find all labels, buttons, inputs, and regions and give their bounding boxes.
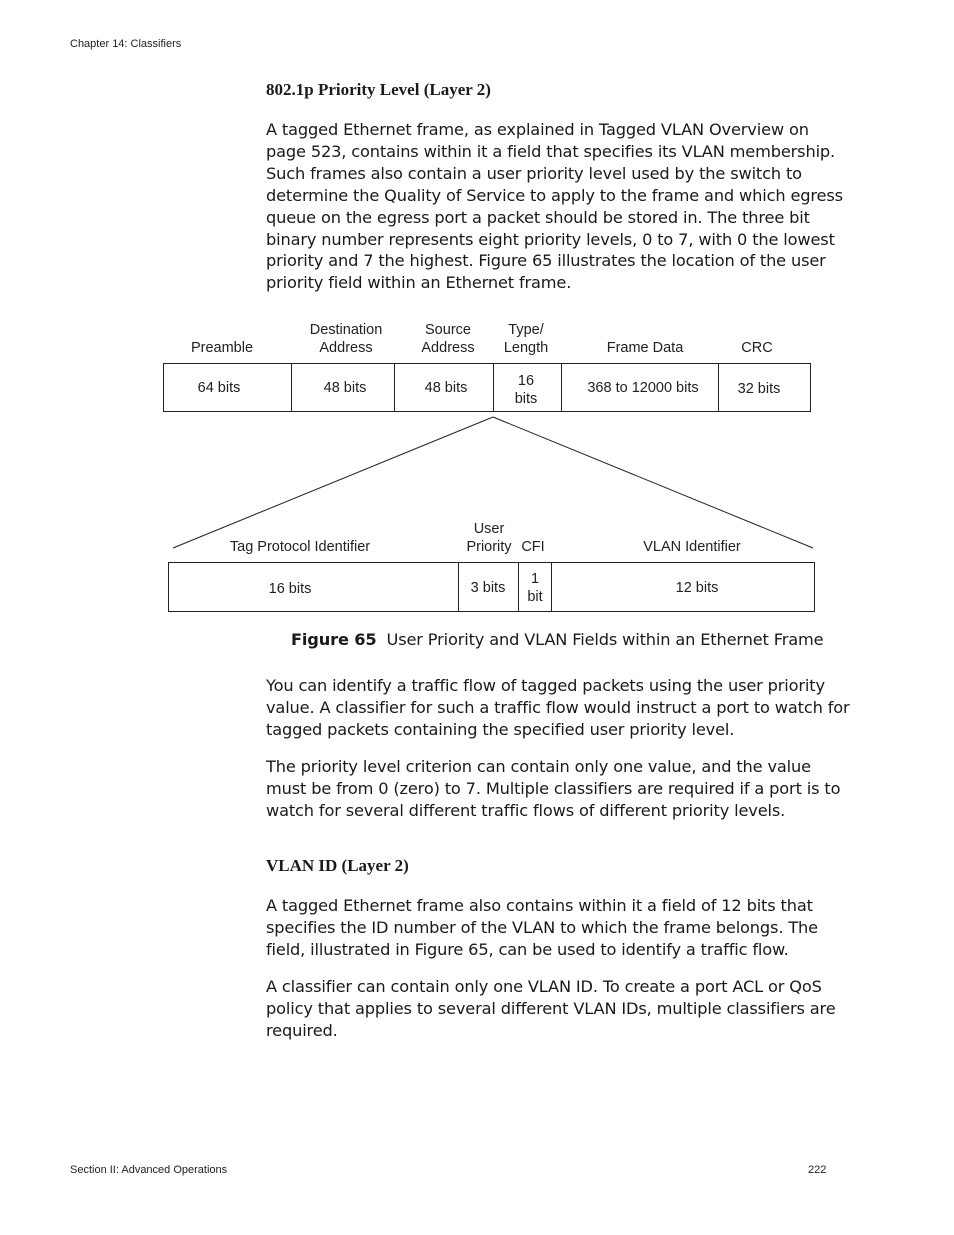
text-line: watch for several different traffic flows of different priority levels.	[266, 800, 786, 820]
cell-user-priority-bits: 3 bits	[470, 580, 506, 596]
text-line: tagged packets containing the specified user priority level.	[266, 719, 735, 739]
cell-source-bits: 48 bits	[424, 380, 468, 396]
header-type: Type/	[508, 322, 544, 338]
text-line: A classifier can contain only one VLAN ID. To create a port ACL or QoS	[266, 977, 822, 996]
text-line: A tagged Ethernet frame, as explained in Tagged VLAN Overview on	[266, 120, 809, 139]
cell-type-bits-unit: bits	[514, 391, 538, 407]
header-source-address: Address	[421, 340, 475, 356]
text-line: must be from 0 (zero) to 7. Multiple classifiers are required if a port is to	[266, 778, 841, 798]
section-heading-priority: 802.1p Priority Level (Layer 2)	[266, 80, 491, 99]
text-line: The priority level criterion can contain only one value, and the value	[266, 757, 811, 776]
figure-label: Figure 65	[291, 630, 377, 649]
header-tpid: Tag Protocol Identifier	[229, 539, 371, 555]
cell-cfi-bits-number: 1	[530, 571, 540, 587]
paragraph-vlan-classifier	[266, 976, 836, 1042]
running-footer-section: Section II: Advanced Operations	[70, 1164, 228, 1176]
text-line: priority field within an Ethernet frame.	[266, 273, 572, 293]
text-line: policy that applies to several different VLAN IDs, multiple classifiers are	[266, 998, 836, 1018]
cell-preamble-bits: 64 bits	[197, 380, 241, 396]
cell-type-bits-number: 16	[517, 373, 535, 389]
cell-cfi-bits-unit: bit	[527, 589, 543, 605]
text-line: priority and 7 the highest. Figure 65 illustrates the location of the user	[266, 251, 826, 271]
expansion-line-left	[173, 417, 493, 548]
header-cfi: CFI	[521, 539, 545, 555]
frame-box	[164, 364, 811, 412]
header-priority: Priority	[466, 539, 512, 555]
header-frame-data: Frame Data	[606, 340, 684, 356]
text-line: field, illustrated in Figure 65, can be used to identify a traffic flow.	[266, 939, 789, 959]
header-source: Source	[425, 322, 471, 338]
text-line: value. A classifier for such a traffic flow would instruct a port to watch for	[266, 697, 850, 717]
cell-tpid-bits: 16 bits	[268, 581, 312, 597]
page-number: 222	[808, 1164, 827, 1176]
header-user: User	[473, 521, 505, 537]
header-destination: Destination	[309, 322, 383, 338]
text-line: page 523, contains within it a field that specifies its VLAN membership.	[266, 141, 836, 161]
text-line: required.	[266, 1020, 338, 1040]
text-line: You can identify a traffic flow of tagged packets using the user priority	[266, 676, 825, 695]
header-vlan-identifier: VLAN Identifier	[643, 539, 741, 555]
cell-destination-bits: 48 bits	[323, 380, 367, 396]
figure-title: User Priority and VLAN Fields within an Ethernet Frame	[386, 630, 824, 649]
figure-caption	[291, 630, 823, 649]
text-line: queue on the egress port a packet should be stored in. The three bit	[266, 207, 810, 227]
text-line: A tagged Ethernet frame also contains within it a field of 12 bits that	[266, 896, 813, 915]
text-line: Such frames also contain a user priority level used by the switch to	[266, 163, 802, 183]
cell-vlan-bits: 12 bits	[675, 580, 719, 596]
text-line: specifies the ID number of the VLAN to which the frame belongs. The	[266, 917, 818, 937]
cell-crc-bits: 32 bits	[737, 381, 781, 397]
running-header: Chapter 14: Classifiers	[70, 38, 182, 50]
header-preamble: Preamble	[190, 340, 254, 356]
paragraph-identify-flow	[266, 675, 850, 741]
paragraph-priority-criterion	[266, 756, 841, 822]
expansion-line-right	[493, 417, 813, 548]
text-line: binary number represents eight priority levels, 0 to 7, with 0 the lowest	[266, 229, 835, 249]
text-line: determine the Quality of Service to apply to the frame and which egress	[266, 185, 843, 205]
cell-frame-data-bits: 368 to 12000 bits	[587, 380, 699, 396]
header-crc: CRC	[741, 340, 773, 356]
header-destination-address: Address	[319, 340, 373, 356]
header-length: Length	[503, 340, 549, 356]
paragraph-vlan-field	[266, 895, 831, 961]
section-heading-vlan-id: VLAN ID (Layer 2)	[266, 856, 409, 875]
